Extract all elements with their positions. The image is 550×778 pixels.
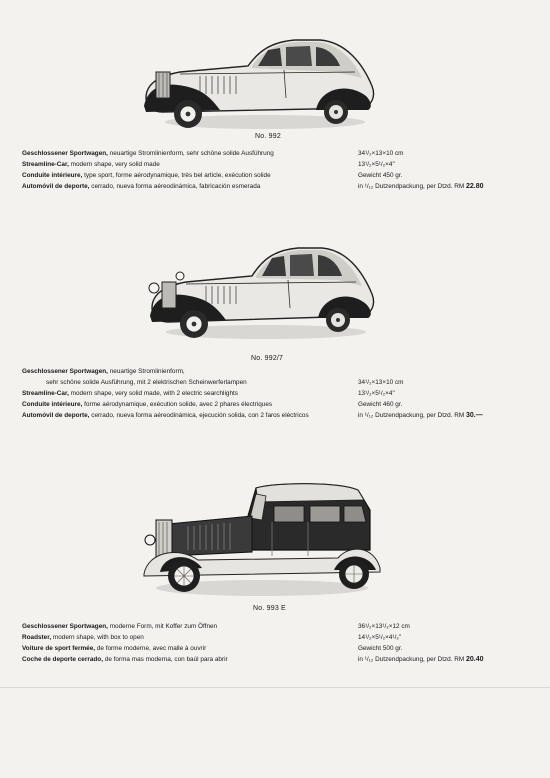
description-line: Coche de deporte cerrado, de forma mas moderna, con baúl para abrir in ¹/₁₂ Dutzendpackung, per Dtzd. RM 20.40 bbox=[22, 656, 484, 663]
description-line: Streamline-Car, modern shape, very solid made 13¹/₂×5¹/₂×4" bbox=[22, 161, 395, 168]
description-line: Voiture de sport fermée, de forme moderne, avec malle à ouvrir Gewicht 500 gr. bbox=[22, 645, 403, 652]
model-number: No. 992 bbox=[255, 133, 281, 140]
page-divider bbox=[0, 687, 550, 688]
roadster-car-illustration bbox=[138, 480, 386, 600]
description-line: Roadster, modern shape, with box to open 14¹/₂×5¹/₂×4¹/₂" bbox=[22, 634, 402, 641]
model-number: No. 992/7 bbox=[251, 355, 284, 362]
description-line: Streamline-Car, modern shape, very solid made, with 2 electric searchlights 13¹/₂×5¹/₂×4" bbox=[22, 390, 395, 397]
description-line: Geschlossener Sportwagen, moderne Form, mit Koffer zum Öffnen 36¹/₂×13¹/₂×12 cm bbox=[22, 623, 410, 630]
description-line: Geschlossener Sportwagen, neuartige Stromlinienform, bbox=[22, 368, 185, 375]
streamline-car-illustration bbox=[140, 36, 380, 132]
description-line: Geschlossener Sportwagen, neuartige Stromlinienform, sehr schöne solide Ausführung 34¹/₂×13×10 cm bbox=[22, 150, 404, 157]
description-line: Conduite intérieure, type sport, forme aérodynamique, très bel article, exécution solide Gewicht 450 gr. bbox=[22, 172, 403, 179]
description-line: Automóvil de deporte, cerrado, nueva forma aéreodinámica, ejecución solida, con 2 faros eléctricos in ¹/₁₂ Dutzendpackung, per Dtzd. RM 30.— bbox=[22, 412, 483, 419]
model-number: No. 993 E bbox=[253, 605, 286, 612]
price: 30.— bbox=[466, 412, 483, 419]
price: 20.40 bbox=[466, 656, 484, 663]
streamline-car-with-searchlights-illustration bbox=[144, 242, 380, 342]
description-line: Conduite intérieure, forme aérodynamique, exécution solide, avec 2 phares électriques Gewicht 460 gr. bbox=[22, 401, 403, 408]
description-line: sehr schöne solide Ausführung, mit 2 elektrischen Scheinwerferlampen 34¹/₂×13×10 cm bbox=[46, 379, 404, 386]
description-line: Automóvil de deporte, cerrado, nueva forma aéreodinámica, fabricación esmerada in ¹/₁₂ Dutzendpackung, per Dtzd. RM 22.80 bbox=[22, 183, 484, 190]
price: 22.80 bbox=[466, 183, 484, 190]
